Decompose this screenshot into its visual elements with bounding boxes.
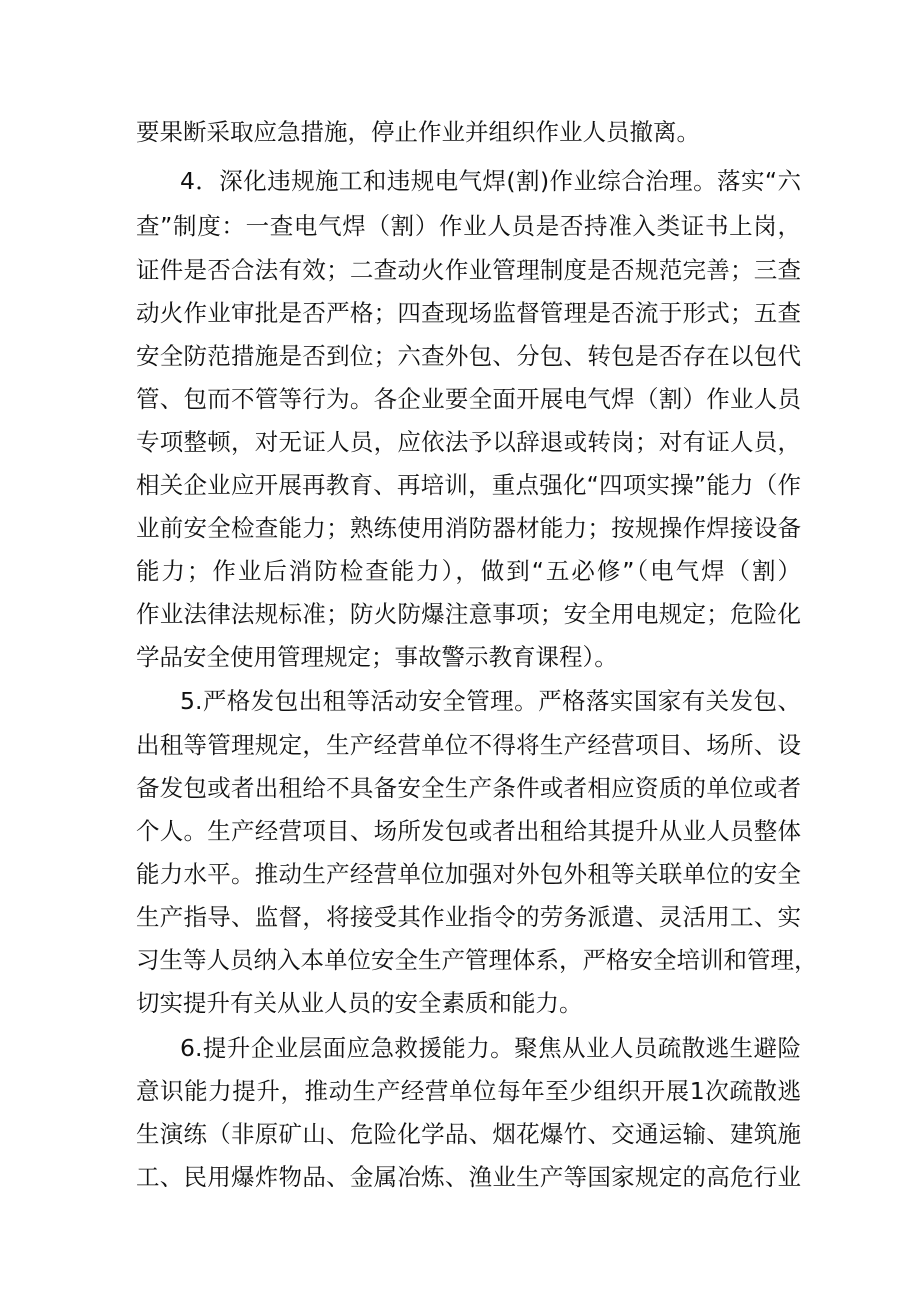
paragraph-line: 学品安全使用管理规定；事故警示教育课程）。 (136, 643, 618, 671)
paragraph-line: 意识能力提升，推动生产经营单位每年至少组织开展1次疏散逃 (136, 1077, 801, 1105)
paragraph-line: 习生等人员纳入本单位安全生产管理体系，严格安全培训和管理， (136, 946, 818, 974)
paragraph-line: 安全防范措施是否到位；六查外包、分包、转包是否存在以包代 (136, 342, 801, 370)
paragraph-line: 能力；作业后消防检查能力），做到“五必修”（电气焊（割） (136, 557, 801, 585)
paragraph-line: 查”制度：一查电气焊（割）作业人员是否持准入类证书上岗， (136, 212, 801, 240)
paragraph-line: 证件是否合法有效；二查动火作业管理制度是否规范完善；三查 (136, 256, 801, 284)
paragraph-line: 4．深化违规施工和违规电气焊(割)作业综合治理。落实“六 (180, 167, 801, 195)
paragraph-line: 业前安全检查能力；熟练使用消防器材能力；按规操作焊接设备 (136, 514, 801, 542)
paragraph-line: 作业法律法规标准；防火防爆注意事项；安全用电规定；危险化 (136, 600, 801, 628)
paragraph-line: 相关企业应开展再教育、再培训，重点强化“四项实操”能力（作 (136, 471, 801, 499)
paragraph-line: 专项整顿，对无证人员，应依法予以辞退或转岗；对有证人员， (136, 428, 801, 456)
paragraph-line: 动火作业审批是否严格；四查现场监督管理是否流于形式；五查 (136, 299, 801, 327)
paragraph-line: 6.提升企业层面应急救援能力。聚焦从业人员疏散逃生避险 (180, 1034, 801, 1062)
paragraph-line: 生产指导、监督，将接受其作业指令的劳务派遣、灵活用工、实 (136, 903, 801, 931)
paragraph-line: 5.严格发包出租等活动安全管理。严格落实国家有关发包、 (180, 687, 801, 715)
paragraph-line: 个人。生产经营项目、场所发包或者出租给其提升从业人员整体 (136, 817, 801, 845)
paragraph-line: 工、民用爆炸物品、金属冶炼、渔业生产等国家规定的高危行业 (136, 1163, 801, 1191)
paragraph-line: 备发包或者出租给不具备安全生产条件或者相应资质的单位或者 (136, 774, 801, 802)
paragraph-line: 出租等管理规定，生产经营单位不得将生产经营项目、场所、设 (136, 731, 801, 759)
paragraph-line: 能力水平。推动生产经营单位加强对外包外租等关联单位的安全 (136, 860, 801, 888)
paragraph-line: 切实提升有关从业人员的安全素质和能力。 (136, 989, 583, 1017)
paragraph-line: 管、包而不管等行为。各企业要全面开展电气焊（割）作业人员 (136, 385, 801, 413)
paragraph-line: 生演练（非原矿山、危险化学品、烟花爆竹、交通运输、建筑施 (136, 1120, 801, 1148)
paragraph-line: 要果断采取应急措施，停止作业并组织作业人员撤离。 (136, 118, 700, 146)
